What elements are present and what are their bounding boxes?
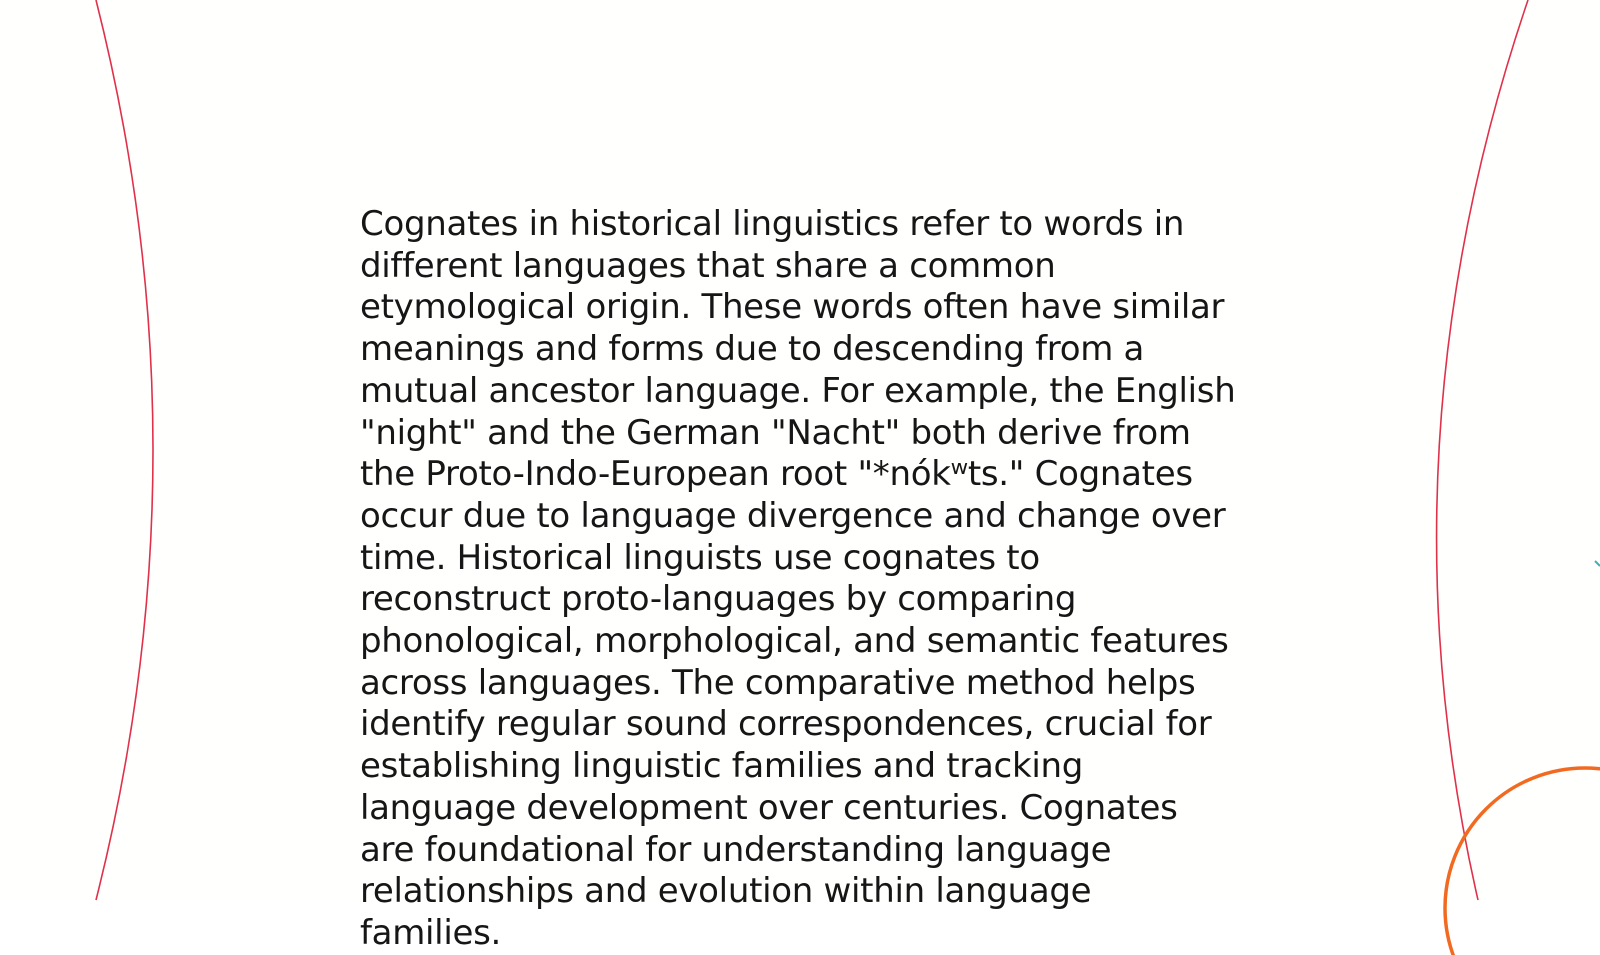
body-paragraph: Cognates in historical linguistics refer to words in different languages that share a common etymological origin. These words often have similar meanings and forms due to descending from a mutual ancestor language. For example, the English "night" and the German "Nacht" both derive from the Proto-Indo-European root "*nókʷts." Cognates occur due to language divergence and change over time. Historical linguists use cognates to reconstruct proto-languages by comparing phonological, morphological, and semantic features across languages. The comparative method helps identify regular sound correspondences, crucial for establishing linguistic families and tracking language development over centuries. Cognates are foundational for understanding language relationships and evolution within language families. bbox=[360, 204, 1236, 953]
left-arc-line bbox=[96, 0, 153, 900]
orange-circle-outline bbox=[1445, 768, 1600, 955]
right-arc-line bbox=[1437, 0, 1528, 900]
teal-tick-mark bbox=[1595, 561, 1600, 566]
